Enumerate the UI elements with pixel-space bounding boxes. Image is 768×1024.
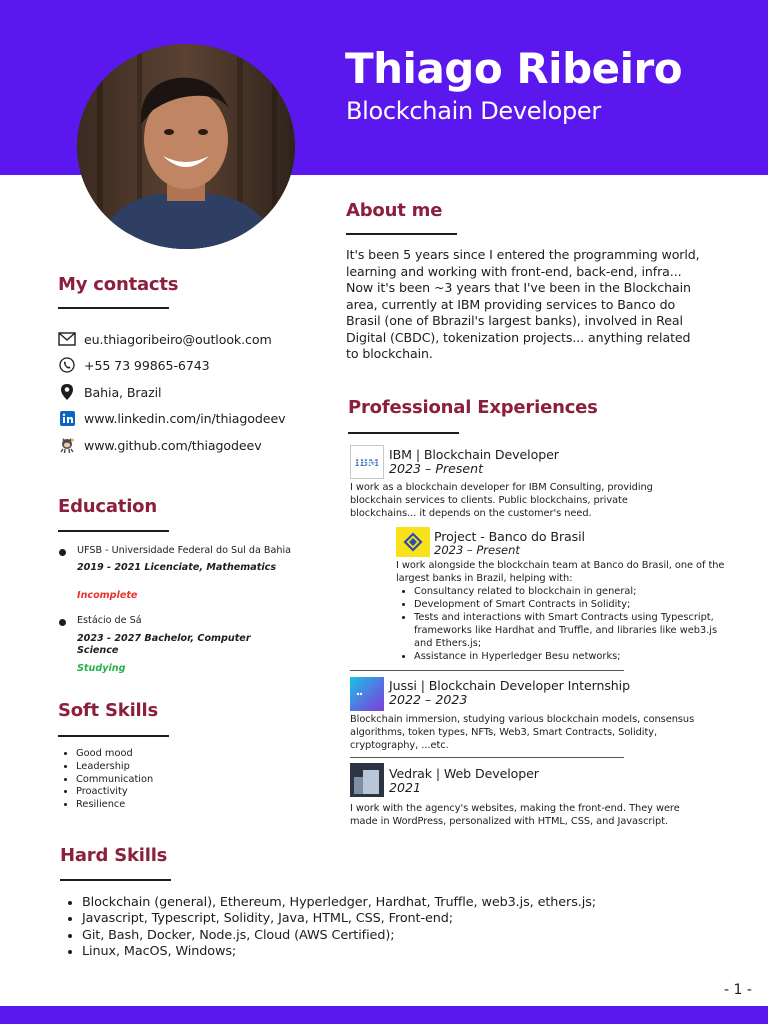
- contact-location: [58, 383, 161, 401]
- soft-skill-item: • Leadership: [76, 761, 153, 774]
- soft-skill-item: • Proactivity: [76, 786, 153, 799]
- about-paragraph-1: It's been 5 years since I entered the programming world, learning and working with front-end, back-end, infra...: [346, 247, 700, 279]
- experiences-title: Professional Experiences: [348, 397, 598, 418]
- hard-skills-list: [60, 895, 596, 960]
- location-pin-icon: [58, 383, 76, 401]
- hard-skill-item: • Javascript, Typescript, Solidity, Java, HTML, CSS, Front-end;: [82, 911, 596, 927]
- contacts-rule: [58, 307, 169, 309]
- soft-skill-item: • Communication: [76, 774, 153, 787]
- bb-bullet-item: • Assistance in Hyperledger Besu networks;: [414, 650, 737, 663]
- contact-phone-text: +55 73 99865-6743: [84, 357, 210, 373]
- experiences-rule: [348, 432, 459, 434]
- education-bullet-1: [59, 549, 66, 556]
- contact-github[interactable]: [58, 436, 262, 454]
- soft-skills-title: Soft Skills: [58, 700, 158, 721]
- contact-location-text: Bahia, Brazil: [84, 384, 162, 400]
- bb-divider: [350, 670, 624, 671]
- profile-photo: [77, 44, 295, 249]
- hard-skill-item: • Git, Bash, Docker, Node.js, Cloud (AWS Certified);: [82, 928, 596, 944]
- job-title: Blockchain Developer: [346, 97, 601, 125]
- contact-email-text: eu.thiagoribeiro@outlook.com: [84, 331, 272, 347]
- contact-email[interactable]: [58, 330, 272, 348]
- person-name: Thiago Ribeiro: [345, 44, 683, 93]
- vedrak-description: I work with the agency's websites, making the front-end. They were made in WordPress, personalized with HTML, CSS, and Javascript.: [350, 803, 680, 827]
- ibm-logo: [350, 445, 384, 479]
- education-rule: [58, 530, 169, 532]
- ibm-title: IBM | Blockchain Developer: [389, 447, 559, 462]
- mail-icon: [58, 330, 76, 348]
- education-status-2: Studying: [77, 663, 126, 674]
- hard-skills-title: Hard Skills: [60, 845, 168, 866]
- about-text: [346, 247, 706, 363]
- banco-do-brasil-logo: [396, 527, 430, 557]
- education-bullet-2: [59, 619, 66, 626]
- linkedin-icon: [58, 409, 76, 427]
- github-icon: [58, 436, 76, 454]
- ibm-period: 2023 – Present: [389, 461, 484, 476]
- jussi-period: 2022 – 2023: [389, 692, 468, 707]
- hard-skills-rule: [60, 879, 171, 881]
- hard-skill-item: • Linux, MacOS, Windows;: [82, 944, 596, 960]
- education-degree-1: 2019 - 2021 Licenciate, Mathematics: [77, 562, 277, 573]
- phone-icon: [58, 356, 76, 374]
- education-school-1: UFSB - Universidade Federal do Sul da Bahia: [77, 545, 291, 556]
- footer-band: [0, 1006, 768, 1024]
- about-paragraph-2: Now it's been ~3 years that I've been in the Blockchain area, currently at IBM providing services to Banco do Brasil (one of Bbrazil's largest banks), involved in Real Digital (CBDC), tokenization projects... anything related to blockchain.: [346, 280, 691, 361]
- bb-bullet-item: • Development of Smart Contracts in Solidity;: [414, 598, 737, 611]
- education-title: Education: [58, 496, 157, 517]
- education-school-2: Estácio de Sá: [77, 615, 142, 626]
- jussi-logo: [350, 677, 384, 711]
- soft-skill-item: • Good mood: [76, 748, 153, 761]
- soft-skills-list: [60, 748, 153, 812]
- vedrak-logo: [350, 763, 384, 797]
- vedrak-title: Vedrak | Web Developer: [389, 766, 539, 781]
- jussi-description: Blockchain immersion, studying various blockchain models, consensus algorithms, token types, NFTs, Web3, Smart Contracts, Solidity, cryptography, ...etc.: [350, 714, 695, 751]
- ibm-description: I work as a blockchain developer for IBM Consulting, providing blockchain services to clients. Public blockchains, private blockchains... it depends on the customer's need.: [350, 482, 653, 519]
- education-status-1: Incomplete: [77, 590, 138, 601]
- soft-skills-rule: [58, 735, 169, 737]
- vedrak-period: 2021: [389, 780, 422, 795]
- soft-skill-item: • Resilience: [76, 799, 153, 812]
- about-rule: [346, 233, 457, 235]
- hard-skill-item: • Blockchain (general), Ethereum, Hyperledger, Hardhat, Truffle, web3.js, ethers.js;: [82, 895, 596, 911]
- bb-bullet-item: • Tests and interactions with Smart Contracts using Typescript, frameworks like Hardhat and Truffle, and libraries like web3.js and Ethers.js;: [414, 611, 737, 650]
- contacts-title: My contacts: [58, 274, 179, 295]
- contact-linkedin[interactable]: [58, 409, 285, 427]
- contact-linkedin-text: www.linkedin.com/in/thiagodeev: [84, 410, 286, 426]
- bb-period: 2023 – Present: [434, 543, 520, 557]
- bb-bullets: [397, 585, 737, 663]
- page-number: - 1 -: [724, 982, 752, 998]
- contact-phone[interactable]: [58, 356, 210, 374]
- bb-title: Project - Banco do Brasil: [434, 529, 585, 544]
- ibm-logo-text: IBM: [354, 458, 380, 468]
- bb-bullet-item: • Consultancy related to blockchain in general;: [414, 585, 737, 598]
- bb-description: I work alongside the blockchain team at Banco do Brasil, one of the largest banks in Brazil, helping with:: [396, 560, 725, 584]
- education-degree-2: 2023 - 2027 Bachelor, Computer Science: [77, 633, 251, 656]
- about-title: About me: [346, 200, 443, 221]
- jussi-divider: [350, 757, 624, 758]
- jussi-title: Jussi | Blockchain Developer Internship: [389, 678, 630, 693]
- contact-github-text: www.github.com/thiagodeev: [84, 437, 262, 453]
